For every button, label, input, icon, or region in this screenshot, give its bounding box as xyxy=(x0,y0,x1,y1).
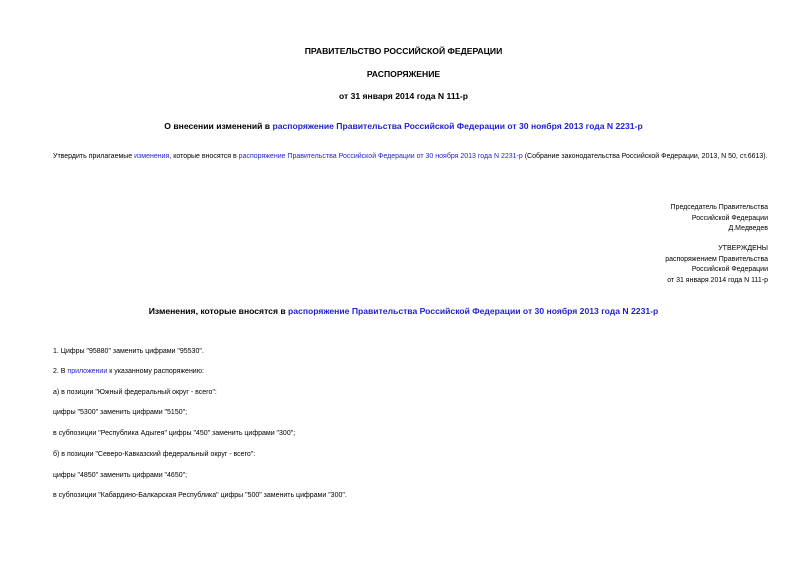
document-type-heading: РАСПОРЯЖЕНИЕ xyxy=(366,69,441,79)
signature-line-1: Председатель Правительства xyxy=(670,204,768,211)
date-number-heading: от 31 января 2014 года N 111-р xyxy=(338,91,469,101)
item-7: цифры "4850" заменить цифрами "4650"; xyxy=(53,472,188,479)
changes-title-link[interactable]: распоряжение Правительства Российской Федерации от 30 ноября 2013 года N 2231-р xyxy=(288,306,659,316)
body-paragraph xyxy=(29,152,781,162)
appendix-link[interactable]: приложении xyxy=(67,368,108,375)
approval-line-3: Российской Федерации xyxy=(691,266,768,273)
approval-line-1: УТВЕРЖДЕНЫ xyxy=(718,245,768,252)
title-prefix: О внесении изменений в xyxy=(164,121,273,131)
approval-block xyxy=(665,244,768,286)
government-heading: ПРАВИТЕЛЬСТВО РОССИЙСКОЙ ФЕДЕРАЦИИ xyxy=(304,46,503,56)
signature-line-2: Российской Федерации xyxy=(691,214,768,222)
title-link[interactable]: распоряжение Правительства Российской Федерации от 30 ноября 2013 года N 2231-р xyxy=(272,121,643,131)
p1-text-c: (Собрание законодательства Российской Федерации, 2013, N 50, ст.6613). xyxy=(522,153,768,160)
p1-text-b: , которые вносятся в xyxy=(169,153,239,160)
signature-block xyxy=(671,203,768,235)
approval-line-2: распоряжением Правительства xyxy=(665,255,768,263)
changes-title xyxy=(0,306,807,316)
signature-line-3: Д.Медведев xyxy=(728,225,768,232)
p1-text-a: Утвердить прилагаемые xyxy=(53,153,135,160)
item-6: б) в позиции "Северо-Кавказский федеральный округ - всего": xyxy=(53,451,256,458)
document-title xyxy=(0,121,807,131)
item-2 xyxy=(53,367,204,377)
approval-line-4: от 31 января 2014 года N 111-р xyxy=(667,276,768,284)
item-1: 1. Цифры "95880" заменить цифрами "95530". xyxy=(53,348,204,355)
item-4: цифры "5300" заменить цифрами "5150"; xyxy=(53,409,188,416)
item-8: в субпозиции "Кабардино-Балкарская Республика" цифры "500" заменить цифрами "300". xyxy=(53,492,347,499)
changes-title-prefix: Изменения, которые вносятся в xyxy=(148,306,289,316)
item-2-text-a: 2. В xyxy=(53,368,68,375)
item-5: в субпозиции "Республика Адыгея" цифры "450" заменить цифрами "300"; xyxy=(53,430,296,437)
order-link[interactable]: распоряжение Правительства Российской Федерации от 30 ноября 2013 года N 2231-р xyxy=(238,153,523,160)
item-3: а) в позиции "Южный федеральный округ - всего": xyxy=(53,389,217,396)
item-2-text-b: к указанному распоряжению: xyxy=(107,368,204,375)
changes-link[interactable]: изменения xyxy=(134,153,170,160)
